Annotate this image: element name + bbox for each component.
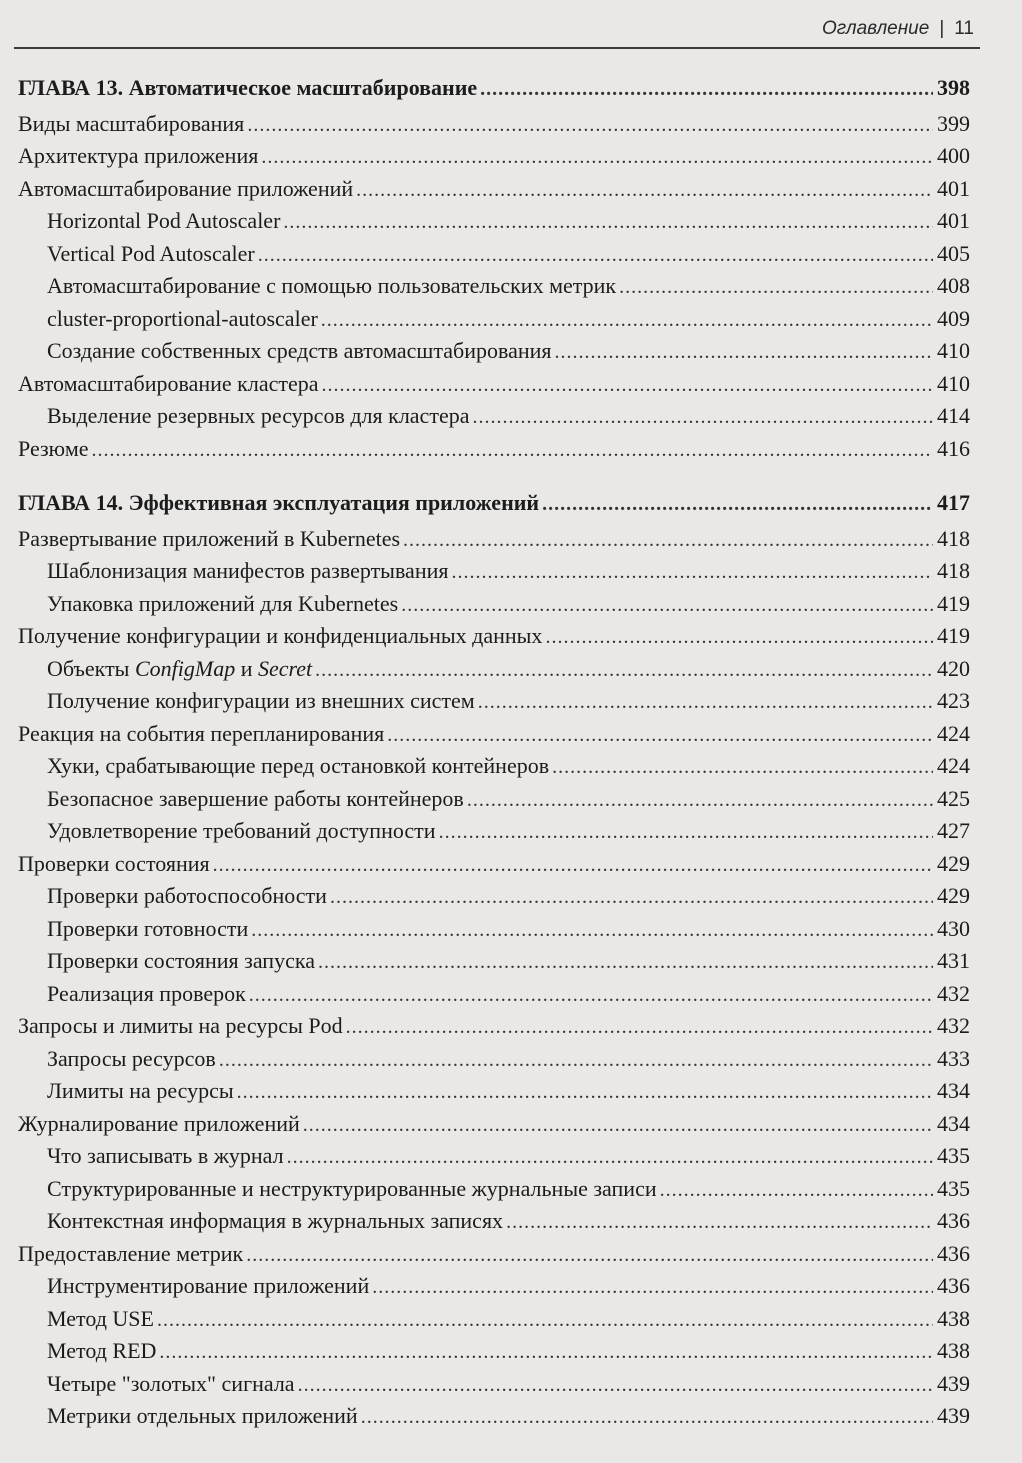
toc-subsection-entry (18, 1303, 970, 1336)
toc-dot-leader (480, 73, 933, 106)
toc-dot-leader (403, 524, 933, 557)
toc-dot-leader (219, 1044, 933, 1077)
toc-entry-page-number: 419 (937, 623, 970, 648)
toc-section-entry (18, 433, 970, 466)
toc-dot-leader (322, 369, 933, 402)
toc-subsection-entry (18, 653, 970, 686)
toc-dot-leader (258, 239, 933, 272)
toc-dot-leader (159, 1336, 933, 1369)
toc-subsection-entry (18, 303, 970, 336)
toc-entry-page-number: 430 (937, 915, 970, 941)
toc-subsection-entry (18, 880, 970, 913)
toc-entry-title: Запросы ресурсов (47, 1045, 216, 1071)
toc-dot-leader (251, 914, 933, 947)
toc-entry-page-number: 434 (937, 1110, 970, 1136)
toc-entry-title: Хуки, срабатывающие перед остановкой контейнеров (47, 753, 550, 778)
toc-entry-page-number: 405 (937, 240, 970, 266)
toc-dot-leader (401, 589, 933, 622)
toc-entry-title: Horizontal Pod Autoscaler (47, 208, 281, 233)
toc-entry-page-number: 438 (937, 1305, 970, 1331)
toc-dot-leader (361, 1401, 933, 1434)
toc-dot-leader (552, 751, 933, 784)
header-rule (14, 47, 980, 49)
toc-entry-title: Контекстная информация в журнальных записях (47, 1208, 504, 1233)
toc-entry-title-italic: ConfigMap (134, 655, 236, 681)
toc-entry-title: Vertical Pod Autoscaler (47, 240, 255, 266)
toc-section-entry (18, 523, 970, 556)
toc-subsection-entry (18, 1368, 970, 1401)
toc-entry-title: Реакция на события перепланирования (18, 720, 385, 746)
toc-entry-title: Проверки работоспособности (47, 883, 327, 908)
toc-section-entry (18, 718, 970, 751)
toc-subsection-entry (18, 1140, 970, 1173)
table-of-contents (18, 72, 970, 1433)
toc-dot-leader (298, 1369, 933, 1402)
toc-subsection-entry (18, 685, 970, 718)
toc-entry-page-number: 432 (937, 980, 970, 1006)
toc-entry-page-number: 399 (937, 110, 970, 136)
toc-entry-title: ГЛАВА 14. Эффективная эксплуатация приложений (18, 490, 540, 515)
toc-section-entry (18, 368, 970, 401)
toc-entry-title: Выделение резервных ресурсов для кластера (47, 403, 470, 428)
toc-dot-leader (237, 1076, 933, 1109)
toc-entry-page-number: 429 (937, 883, 970, 908)
toc-entry-page-number: 416 (937, 435, 970, 461)
toc-dot-leader (157, 1304, 933, 1337)
toc-section-entry (18, 140, 970, 173)
toc-subsection-entry (18, 1173, 970, 1206)
toc-entry-title: Четыре "золотых" сигнала (47, 1370, 295, 1396)
toc-dot-leader (315, 654, 933, 687)
toc-dot-leader (452, 556, 934, 589)
toc-subsection-entry (18, 1205, 970, 1238)
toc-entry-title: Журналирование приложений (18, 1110, 300, 1136)
toc-dot-leader (321, 304, 933, 337)
toc-dot-leader (660, 1174, 933, 1207)
toc-entry-page-number: 414 (937, 403, 970, 428)
toc-entry-page-number: 434 (937, 1078, 970, 1103)
toc-entry-title: Упаковка приложений для Kubernetes (47, 590, 399, 616)
toc-entry-title: Виды масштабирования (18, 110, 245, 136)
toc-entry-page-number: 401 (937, 208, 970, 233)
toc-dot-leader (467, 784, 933, 817)
toc-entry-title-italic: Secret (257, 655, 313, 681)
toc-section-entry (18, 108, 970, 141)
toc-entry-page-number: 410 (937, 338, 970, 363)
toc-entry-title: Безопасное завершение работы контейнеров (47, 785, 464, 811)
toc-entry-title: cluster-proportional-autoscaler (47, 305, 318, 331)
toc-entry-page-number: 438 (937, 1338, 970, 1363)
toc-entry-title: ГЛАВА 13. Автоматическое масштабирование (18, 75, 478, 100)
toc-subsection-entry (18, 1270, 970, 1303)
toc-dot-leader (213, 849, 933, 882)
header-section-title: Оглавление (821, 18, 930, 39)
toc-subsection-entry (18, 945, 970, 978)
toc-entry-title: Автомасштабирование приложений (18, 175, 354, 201)
toc-entry-title: Резюме (18, 435, 89, 461)
toc-subsection-entry (18, 815, 970, 848)
toc-dot-leader (318, 946, 933, 979)
toc-entry-page-number: 398 (937, 75, 970, 100)
toc-subsection-entry (18, 555, 970, 588)
toc-entry-page-number: 435 (937, 1175, 970, 1201)
toc-entry-page-number: 427 (937, 818, 970, 843)
toc-entry-title-part: Объекты (47, 655, 135, 681)
toc-entry-title: Метрики отдельных приложений (47, 1403, 358, 1428)
toc-subsection-entry (18, 270, 970, 303)
toc-dot-leader (246, 1239, 933, 1272)
toc-chapter-entry (18, 487, 970, 520)
running-header (822, 18, 974, 40)
toc-dot-leader (356, 174, 933, 207)
toc-entry-title: Получение конфигурации и конфиденциальных данных (18, 623, 543, 648)
toc-entry-page-number: 436 (937, 1273, 970, 1298)
toc-dot-leader (472, 401, 933, 434)
toc-entry-title: Лимиты на ресурсы (47, 1078, 234, 1103)
toc-section-entry (18, 1108, 970, 1141)
toc-entry-page-number: 436 (937, 1240, 970, 1266)
toc-entry-page-number: 423 (937, 688, 970, 713)
toc-entry-title: Архитектура приложения (18, 143, 259, 168)
toc-entry-page-number: 424 (937, 753, 970, 778)
toc-entry-title-part: и (235, 655, 258, 681)
toc-dot-leader (303, 1109, 933, 1142)
toc-entry-title: Метод RED (47, 1338, 157, 1363)
toc-dot-leader (506, 1206, 933, 1239)
toc-entry-page-number: 425 (937, 785, 970, 811)
toc-subsection-entry (18, 400, 970, 433)
toc-entry-page-number: 409 (937, 305, 970, 331)
toc-entry-page-number: 419 (937, 590, 970, 616)
toc-entry-page-number: 435 (937, 1143, 970, 1168)
toc-subsection-entry (18, 913, 970, 946)
toc-entry-page-number: 424 (937, 720, 970, 746)
toc-dot-leader (249, 979, 933, 1012)
toc-entry-title: Автомасштабирование с помощью пользовательских метрик (47, 273, 617, 298)
toc-entry-page-number: 410 (937, 370, 970, 396)
toc-entry-page-number: 432 (937, 1013, 970, 1038)
toc-entry-page-number: 439 (937, 1370, 970, 1396)
toc-subsection-entry (18, 588, 970, 621)
toc-entry-page-number: 439 (937, 1403, 970, 1428)
toc-entry-title: Развертывание приложений в Kubernetes (18, 525, 401, 551)
toc-dot-leader (478, 686, 933, 719)
toc-entry-title: Реализация проверок (47, 980, 246, 1006)
toc-dot-leader (283, 206, 933, 239)
toc-entry-title: Проверки готовности (47, 915, 249, 941)
toc-entry-page-number: 429 (937, 850, 970, 876)
toc-subsection-entry (18, 1400, 970, 1433)
toc-dot-leader (387, 719, 933, 752)
toc-entry-page-number: 400 (937, 143, 970, 168)
toc-section-entry (18, 1010, 970, 1043)
toc-entry-title: Проверки состояния запуска (47, 948, 315, 973)
toc-dot-leader (555, 336, 933, 369)
toc-dot-leader (287, 1141, 933, 1174)
toc-entry-title: Предоставление метрик (18, 1240, 244, 1266)
toc-entry-page-number: 401 (937, 175, 970, 201)
toc-chapter-entry (18, 72, 970, 105)
toc-entry-page-number: 436 (937, 1208, 970, 1233)
toc-section-entry (18, 1238, 970, 1271)
toc-entry-title: Что записывать в журнал (47, 1143, 284, 1168)
toc-dot-leader (261, 141, 933, 174)
toc-entry-page-number: 431 (937, 948, 970, 973)
toc-entry-page-number: 418 (937, 525, 970, 551)
toc-entry-page-number: 408 (937, 273, 970, 298)
toc-entry-title: Создание собственных средств автомасштабирования (47, 338, 552, 363)
toc-subsection-entry (18, 1335, 970, 1368)
toc-section-entry (18, 848, 970, 881)
toc-dot-leader (92, 434, 933, 467)
toc-dot-leader (247, 109, 933, 142)
toc-entry-page-number: 417 (937, 490, 970, 515)
toc-section-entry (18, 173, 970, 206)
toc-dot-leader (542, 488, 933, 521)
toc-entry-title: Запросы и лимиты на ресурсы Pod (18, 1013, 343, 1038)
header-separator: | (939, 18, 945, 39)
toc-entry-page-number: 418 (937, 558, 970, 583)
toc-dot-leader (372, 1271, 933, 1304)
toc-entry-title: Автомасштабирование кластера (18, 370, 319, 396)
toc-dot-leader (619, 271, 933, 304)
toc-section-entry (18, 620, 970, 653)
toc-subsection-entry (18, 783, 970, 816)
toc-entry-title: Удовлетворение требований доступности (47, 818, 436, 843)
header-page-number: 11 (954, 18, 974, 39)
toc-subsection-entry (18, 750, 970, 783)
toc-entry-title: Проверки состояния (18, 850, 210, 876)
toc-subsection-entry (18, 1075, 970, 1108)
toc-entry-page-number: 420 (937, 655, 970, 681)
toc-entry-title: Структурированные и неструктурированные журнальные записи (47, 1175, 657, 1201)
toc-entry-title (47, 653, 312, 686)
toc-entry-title: Метод USE (47, 1305, 154, 1331)
toc-entry-title: Получение конфигурации из внешних систем (47, 688, 475, 713)
toc-dot-leader (346, 1011, 933, 1044)
toc-subsection-entry (18, 335, 970, 368)
toc-entry-title: Шаблонизация манифестов развертывания (47, 558, 449, 583)
toc-subsection-entry (18, 1043, 970, 1076)
toc-entry-page-number: 433 (937, 1045, 970, 1071)
toc-dot-leader (439, 816, 933, 849)
toc-dot-leader (330, 881, 933, 914)
toc-entry-title: Инструментирование приложений (47, 1273, 370, 1298)
toc-subsection-entry (18, 978, 970, 1011)
toc-dot-leader (545, 621, 933, 654)
toc-subsection-entry (18, 205, 970, 238)
toc-subsection-entry (18, 238, 970, 271)
